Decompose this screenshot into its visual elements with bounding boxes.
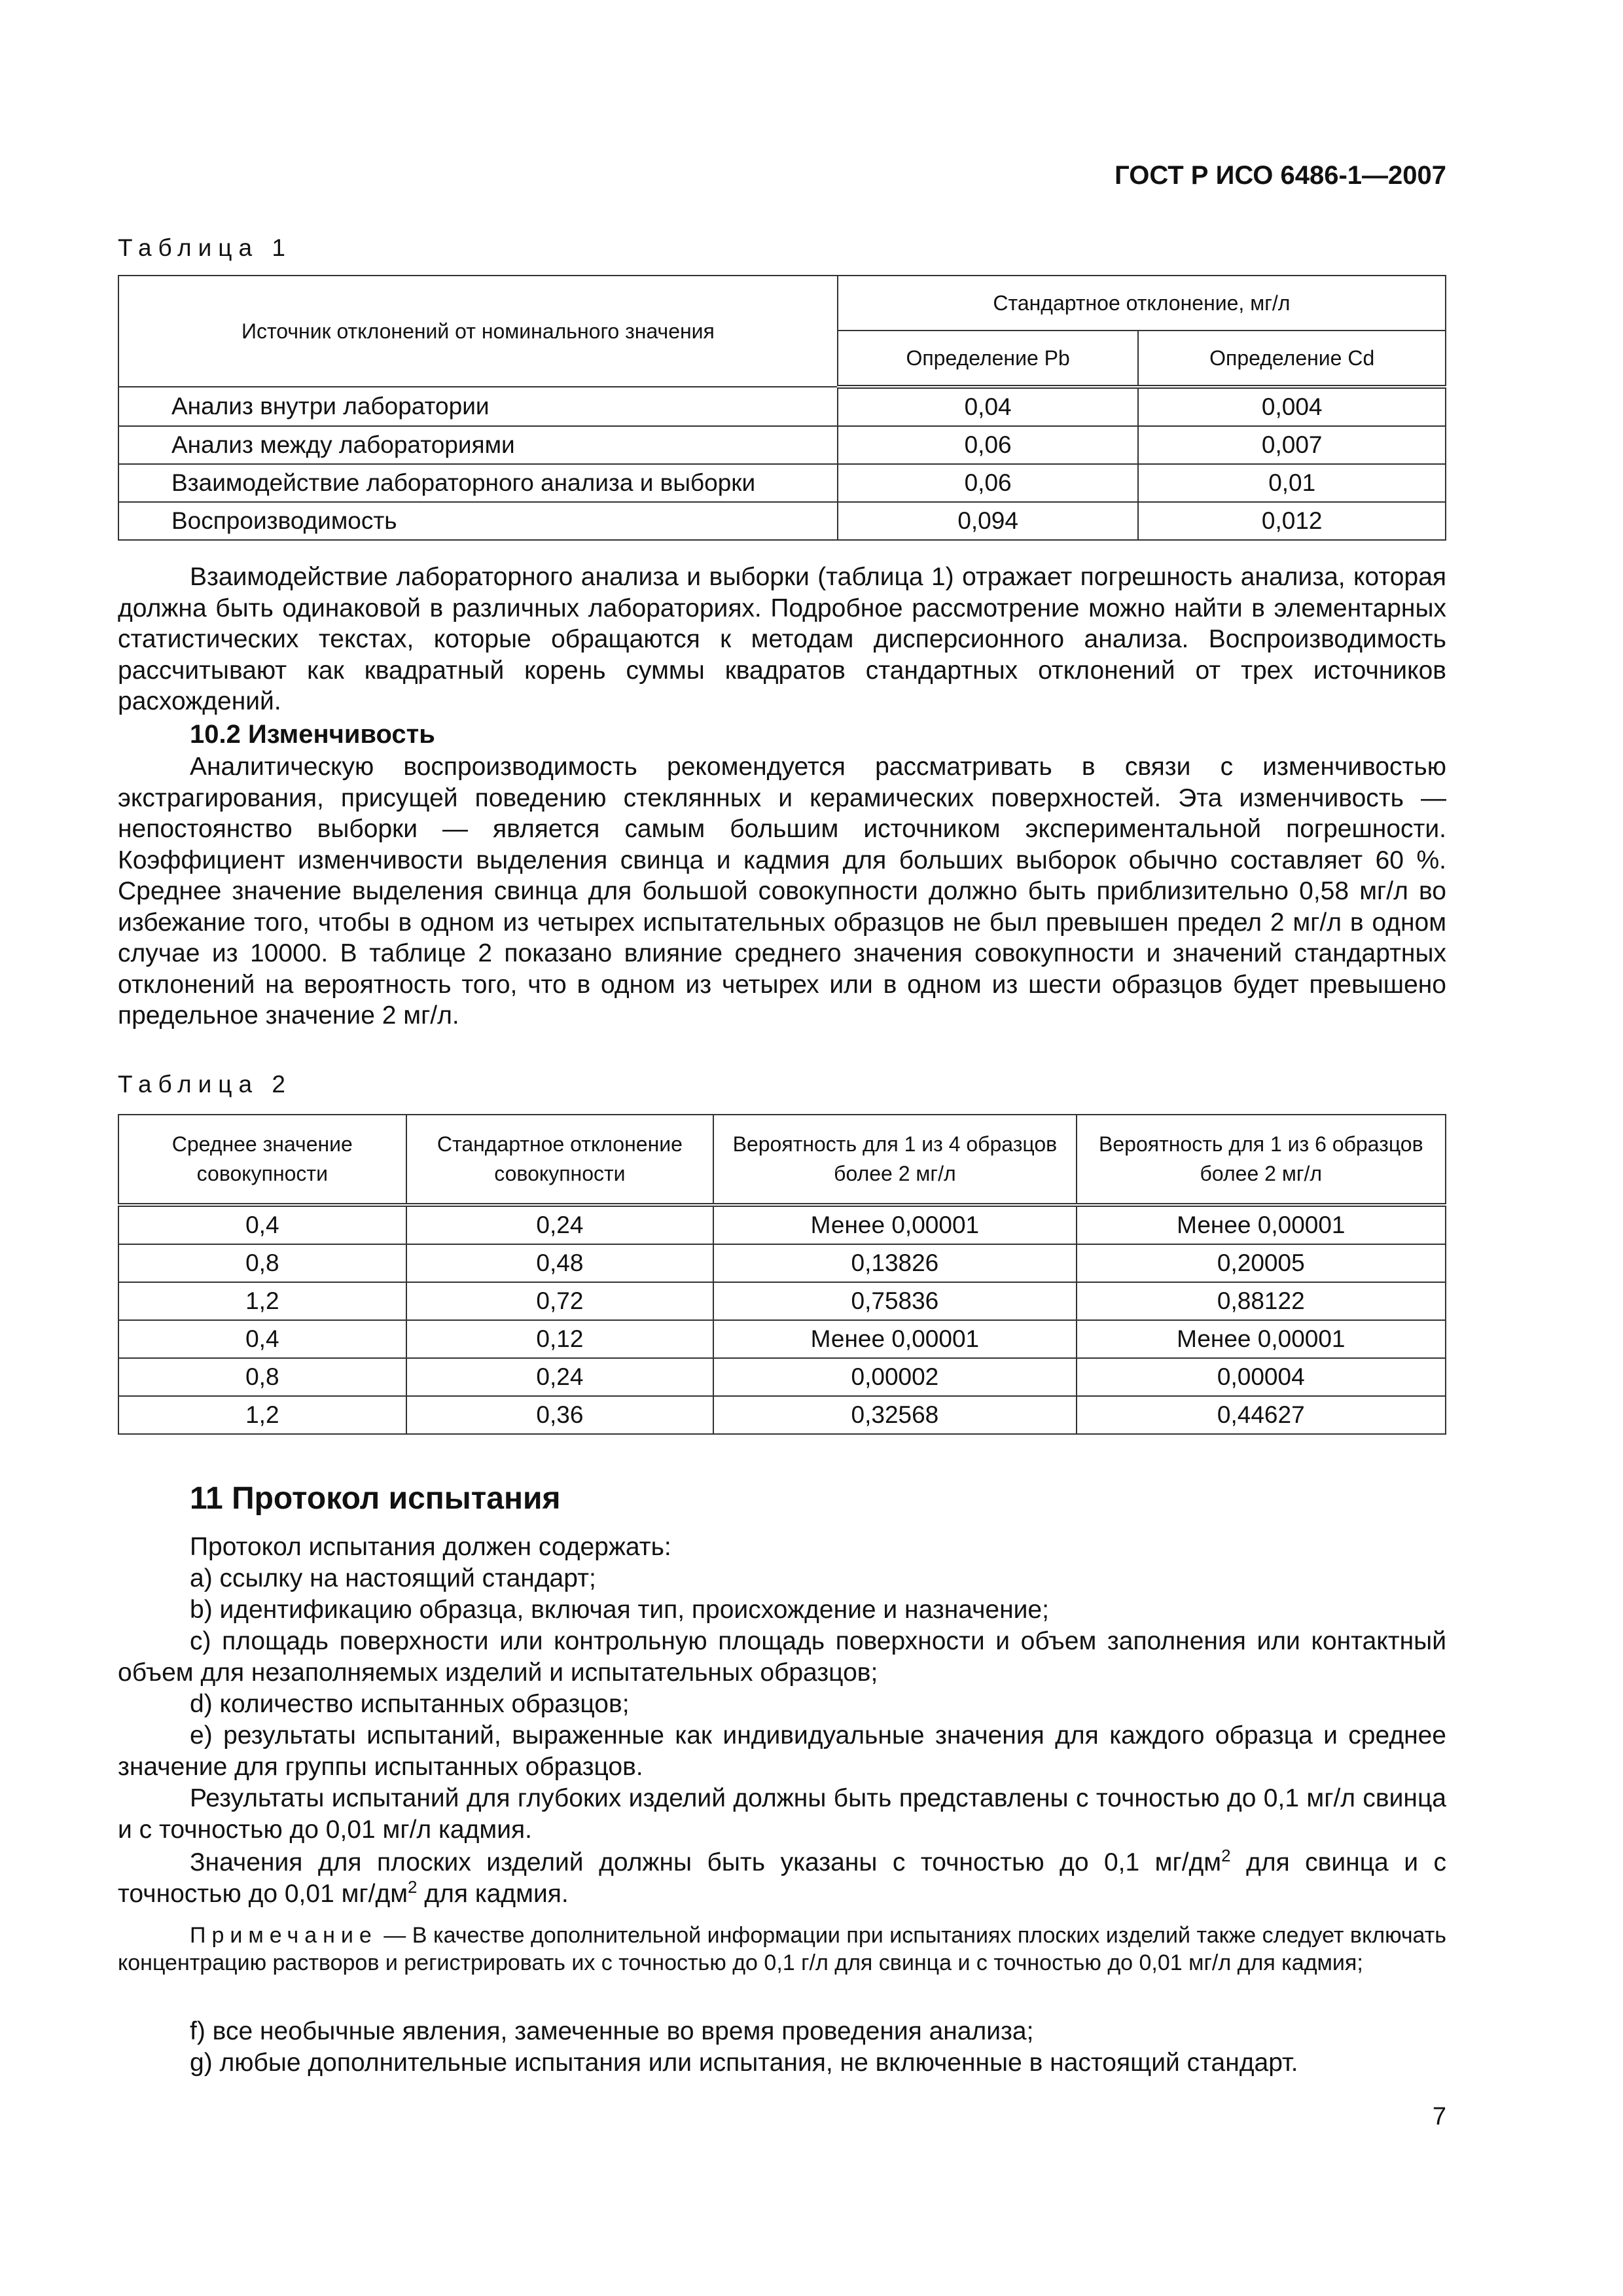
table2-cell: 0,8 bbox=[118, 1358, 406, 1396]
table-row bbox=[118, 426, 1446, 464]
table2-cell: 0,8 bbox=[118, 1244, 406, 1282]
table2-cell: Менее 0,00001 bbox=[1077, 1320, 1446, 1358]
table2-cell: 0,24 bbox=[406, 1358, 714, 1396]
protocol-item-d: d) количество испытанных образцов; bbox=[190, 1690, 630, 1718]
table2-cell: 0,00004 bbox=[1077, 1358, 1446, 1396]
table-row bbox=[118, 1396, 1446, 1434]
protocol-item-e: e) результаты испытаний, выраженные как индивидуальные значения для каждого образца и среднее значение для группы испытанных образцов. bbox=[118, 1721, 1446, 1781]
protocol-item-a: a) ссылку на настоящий стандарт; bbox=[190, 1564, 596, 1592]
table1-cell-source: Анализ внутри лаборатории bbox=[118, 387, 838, 426]
table1-cell-pb: 0,06 bbox=[838, 426, 1139, 464]
table-row bbox=[118, 1282, 1446, 1320]
paragraph-variability: Аналитическую воспроизводимость рекомендуется рассматривать в связи с изменчивостью экстрагирования, присущей поведению стеклянных и керамических поверхностей. Эта изменчивость — непостоянство выборки — является самым большим источником экспериментальной погрешности. Коэффициент изменчивости выделения свинца и кадмия для больших выборок обычно составляет 60 %. Среднее значение выделения свинца для большой совокупности должно быть приблизительно 0,58 мг/л во избежание того, чтобы в одном из четырех испытательных образцов не был превышен предел 2 мг/л в одном случае из 10000. В таблице 2 показано влияние среднего значения совокупности и значений стандартных отклонений на вероятность того, что в одном из четырех или в одном из шести образцов будет превышено предельное значение 2 мг/л. bbox=[118, 753, 1446, 1030]
table2-cell: 0,32568 bbox=[713, 1396, 1076, 1434]
table2-cell: 0,24 bbox=[406, 1205, 714, 1244]
table1-cell-source: Воспроизводимость bbox=[118, 502, 838, 540]
table1-caption: Таблица 1 bbox=[118, 234, 292, 261]
table2-cell: Менее 0,00001 bbox=[713, 1320, 1076, 1358]
table2-cell: 0,00002 bbox=[713, 1358, 1076, 1396]
note-label: Примечание bbox=[190, 1923, 378, 1948]
superscript: 2 bbox=[1221, 1846, 1231, 1865]
flat-text-2: для свинца и с точностью до 0,01 мг/дм bbox=[118, 1848, 1446, 1908]
table1-header-group: Стандартное отклонение, мг/л bbox=[838, 276, 1446, 331]
table-row bbox=[118, 1358, 1446, 1396]
table1-cell-pb: 0,06 bbox=[838, 464, 1139, 502]
paragraph-interaction: Взаимодействие лабораторного анализа и выборки (таблица 1) отражает погрешность анализа, которая должна быть одинаковой в различных лабораториях. Подробное рассмотрение можно найти в элементарных статистических текстах, которые обращаются к методам дисперсионного анализа. Воспроизводимость рассчитывают как квадратный корень суммы квадратов стандартных отклонений от трех источников расхождений. bbox=[118, 563, 1446, 715]
table2-cell: 0,4 bbox=[118, 1205, 406, 1244]
table2-header-prob4: Вероятность для 1 из 4 образцов более 2 мг/л bbox=[713, 1115, 1076, 1205]
flat-text-1: Значения для плоских изделий должны быть указаны с точностью до 0,1 мг/дм bbox=[190, 1848, 1222, 1876]
table1-cell-source: Взаимодействие лабораторного анализа и выборки bbox=[118, 464, 838, 502]
protocol-intro: Протокол испытания должен содержать: bbox=[190, 1533, 671, 1561]
table1-cell-cd: 0,01 bbox=[1138, 464, 1446, 502]
table2-cell: 0,12 bbox=[406, 1320, 714, 1358]
table1-cell-cd: 0,012 bbox=[1138, 502, 1446, 540]
table2-cell: Менее 0,00001 bbox=[1077, 1205, 1446, 1244]
table1-cell-source: Анализ между лабораториями bbox=[118, 426, 838, 464]
protocol-item-g: g) любые дополнительные испытания или испытания, не включенные в настоящий стандарт. bbox=[190, 2049, 1298, 2077]
table1 bbox=[118, 275, 1446, 541]
table-row bbox=[118, 464, 1446, 502]
table2-cell: 0,44627 bbox=[1077, 1396, 1446, 1434]
superscript: 2 bbox=[408, 1876, 418, 1897]
table2-cell: 1,2 bbox=[118, 1282, 406, 1320]
table2-caption: Таблица 2 bbox=[118, 1071, 292, 1098]
table2-cell: 0,48 bbox=[406, 1244, 714, 1282]
protocol-note bbox=[118, 1922, 1446, 1977]
table-row bbox=[118, 502, 1446, 540]
protocol-item-b: b) идентификацию образца, включая тип, происхождение и назначение; bbox=[190, 1596, 1049, 1624]
table1-cell-cd: 0,007 bbox=[1138, 426, 1446, 464]
protocol-item-f: f) все необычные явления, замеченные во время проведения анализа; bbox=[190, 2017, 1034, 2045]
protocol-results-flat bbox=[118, 1847, 1446, 1909]
table2-cell: 0,20005 bbox=[1077, 1244, 1446, 1282]
table2-cell: 0,75836 bbox=[713, 1282, 1076, 1320]
table-row bbox=[118, 1244, 1446, 1282]
protocol-results-deep: Результаты испытаний для глубоких изделий должны быть представлены с точностью до 0,1 мг/л свинца и с точностью до 0,01 мг/л кадмия. bbox=[118, 1784, 1446, 1844]
table1-header-pb: Определение Pb bbox=[838, 331, 1139, 387]
table2-header-mean: Среднее значение совокупности bbox=[118, 1115, 406, 1205]
table1-cell-cd: 0,004 bbox=[1138, 387, 1446, 426]
table2-cell: 0,72 bbox=[406, 1282, 714, 1320]
table2-cell: 1,2 bbox=[118, 1396, 406, 1434]
table2-cell: 0,13826 bbox=[713, 1244, 1076, 1282]
standard-designation: ГОСТ Р ИСО 6486-1—2007 bbox=[1115, 161, 1446, 190]
table1-header-cd: Определение Cd bbox=[1138, 331, 1446, 387]
table2 bbox=[118, 1114, 1446, 1435]
table1-header-source: Источник отклонений от номинального значения bbox=[118, 276, 838, 387]
table1-cell-pb: 0,094 bbox=[838, 502, 1139, 540]
protocol-item-c: c) площадь поверхности или контрольную площадь поверхности и объем заполнения или контактный объем для незаполняемых изделий и испытательных образцов; bbox=[118, 1627, 1446, 1687]
note-text: — В качестве дополнительной информации при испытаниях плоских изделий также следует включать концентрацию растворов и регистрировать их с точностью до 0,1 г/л для свинца и с точностью до 0,01 мг/л для кадмия; bbox=[118, 1923, 1446, 1975]
table2-header-stdev: Стандартное отклонение совокупности bbox=[406, 1115, 714, 1205]
page-number: 7 bbox=[1432, 2103, 1446, 2130]
section-10-2-heading: 10.2 Изменчивость bbox=[190, 720, 435, 749]
table-row bbox=[118, 387, 1446, 426]
table-row bbox=[118, 1205, 1446, 1244]
table1-cell-pb: 0,04 bbox=[838, 387, 1139, 426]
flat-text-3: для кадмия. bbox=[417, 1879, 569, 1908]
table2-cell: Менее 0,00001 bbox=[713, 1205, 1076, 1244]
table-row bbox=[118, 1320, 1446, 1358]
table2-cell: 0,36 bbox=[406, 1396, 714, 1434]
table2-cell: 0,88122 bbox=[1077, 1282, 1446, 1320]
table2-cell: 0,4 bbox=[118, 1320, 406, 1358]
section-11-heading: 11 Протокол испытания bbox=[190, 1481, 561, 1516]
table2-header-prob6: Вероятность для 1 из 6 образцов более 2 мг/л bbox=[1077, 1115, 1446, 1205]
